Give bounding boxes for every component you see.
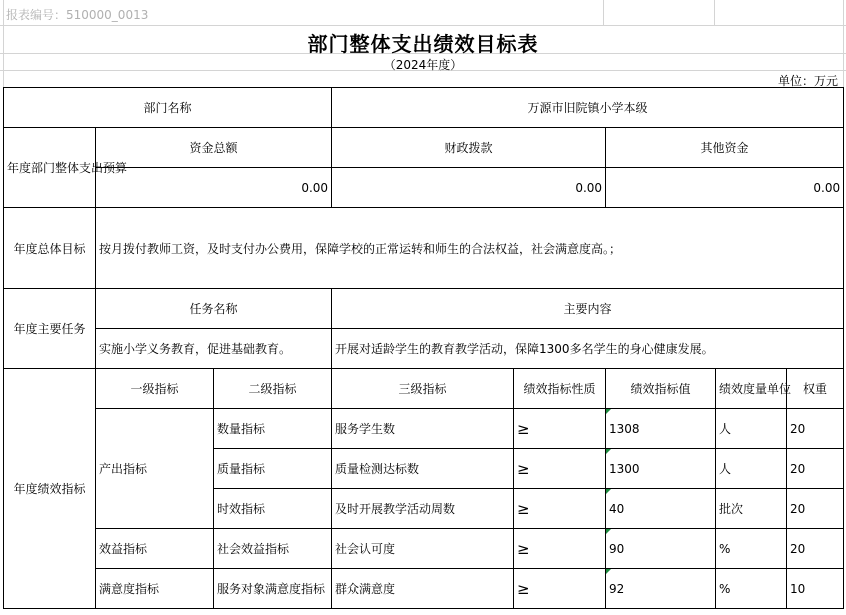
l3-cell[interactable]: 社会认可度 <box>332 529 514 569</box>
value-cell[interactable]: 92 <box>606 569 716 609</box>
year-label: （2024年度） <box>383 58 463 72</box>
l2-cell[interactable]: 社会效益指标 <box>214 529 332 569</box>
unit-cell[interactable]: % <box>716 569 787 609</box>
gridline <box>714 0 715 25</box>
perf-header-value: 绩效指标值 <box>606 369 716 409</box>
nature-cell[interactable]: ≥ <box>514 489 606 529</box>
table-row <box>4 569 844 609</box>
task-content-value[interactable]: 开展对适龄学生的教育教学活动，保障1300多名学生的身心健康发展。 <box>332 329 844 369</box>
perf-header-unit: 绩效度量单位 <box>716 369 787 409</box>
budget-total-value[interactable]: 0.00 <box>96 168 332 208</box>
perf-header-weight: 权重 <box>787 369 844 409</box>
report-id: 报表编号：510000_0013 <box>6 8 149 22</box>
l3-cell[interactable]: 群众满意度 <box>332 569 514 609</box>
weight-cell[interactable]: 20 <box>787 449 844 489</box>
unit-cell[interactable]: 人 <box>716 449 787 489</box>
weight-cell[interactable]: 20 <box>787 489 844 529</box>
budget-other-header: 其他资金 <box>606 128 844 168</box>
budget-other-value[interactable]: 0.00 <box>606 168 844 208</box>
l3-cell[interactable]: 服务学生数 <box>332 409 514 449</box>
perf-header-nature: 绩效指标性质 <box>514 369 606 409</box>
task-label: 年度主要任务 <box>4 289 96 369</box>
nature-cell[interactable]: ≥ <box>514 569 606 609</box>
performance-table <box>3 87 844 609</box>
l2-cell[interactable]: 时效指标 <box>214 489 332 529</box>
unit-cell[interactable]: % <box>716 529 787 569</box>
group-benefit: 效益指标 <box>96 529 214 569</box>
nature-cell[interactable]: ≥ <box>514 529 606 569</box>
l2-cell[interactable]: 数量指标 <box>214 409 332 449</box>
weight-cell[interactable]: 20 <box>787 409 844 449</box>
value-cell[interactable]: 90 <box>606 529 716 569</box>
goal-label: 年度总体目标 <box>4 208 96 289</box>
gridline <box>0 25 846 26</box>
unit-cell[interactable]: 批次 <box>716 489 787 529</box>
table-row <box>4 529 844 569</box>
weight-cell[interactable]: 10 <box>787 569 844 609</box>
perf-header-l2: 二级指标 <box>214 369 332 409</box>
table-row <box>4 409 844 449</box>
weight-cell[interactable]: 20 <box>787 529 844 569</box>
task-name-header: 任务名称 <box>96 289 332 329</box>
budget-label: 年度部门整体支出预算 <box>4 128 96 208</box>
perf-label: 年度绩效指标 <box>4 369 96 609</box>
nature-cell[interactable]: ≥ <box>514 449 606 489</box>
perf-header-l1: 一级指标 <box>96 369 214 409</box>
unit-cell[interactable]: 人 <box>716 409 787 449</box>
nature-cell[interactable]: ≥ <box>514 409 606 449</box>
perf-header-l3: 三级指标 <box>332 369 514 409</box>
task-content-header: 主要内容 <box>332 289 844 329</box>
l3-cell[interactable]: 质量检测达标数 <box>332 449 514 489</box>
dept-label: 部门名称 <box>4 88 332 128</box>
budget-fiscal-header: 财政拨款 <box>332 128 606 168</box>
page-title: 部门整体支出绩效目标表 <box>307 32 539 56</box>
budget-total-header: 资金总额 <box>96 128 332 168</box>
gridline <box>603 0 604 25</box>
unit-label: 单位：万元 <box>777 74 838 88</box>
l3-cell[interactable]: 及时开展教学活动周数 <box>332 489 514 529</box>
budget-fiscal-value[interactable]: 0.00 <box>332 168 606 208</box>
group-output: 产出指标 <box>96 409 214 529</box>
l2-cell[interactable]: 服务对象满意度指标 <box>214 569 332 609</box>
l2-cell[interactable]: 质量指标 <box>214 449 332 489</box>
value-cell[interactable]: 1308 <box>606 409 716 449</box>
value-cell[interactable]: 1300 <box>606 449 716 489</box>
value-cell[interactable]: 40 <box>606 489 716 529</box>
goal-text[interactable]: 按月拨付教师工资，及时支付办公费用，保障学校的正常运转和师生的合法权益，社会满意度高。； <box>96 208 844 289</box>
group-satisfaction: 满意度指标 <box>96 569 214 609</box>
task-name-value[interactable]: 实施小学义务教育，促进基础教育。 <box>96 329 332 369</box>
dept-value[interactable]: 万源市旧院镇小学本级 <box>332 88 844 128</box>
